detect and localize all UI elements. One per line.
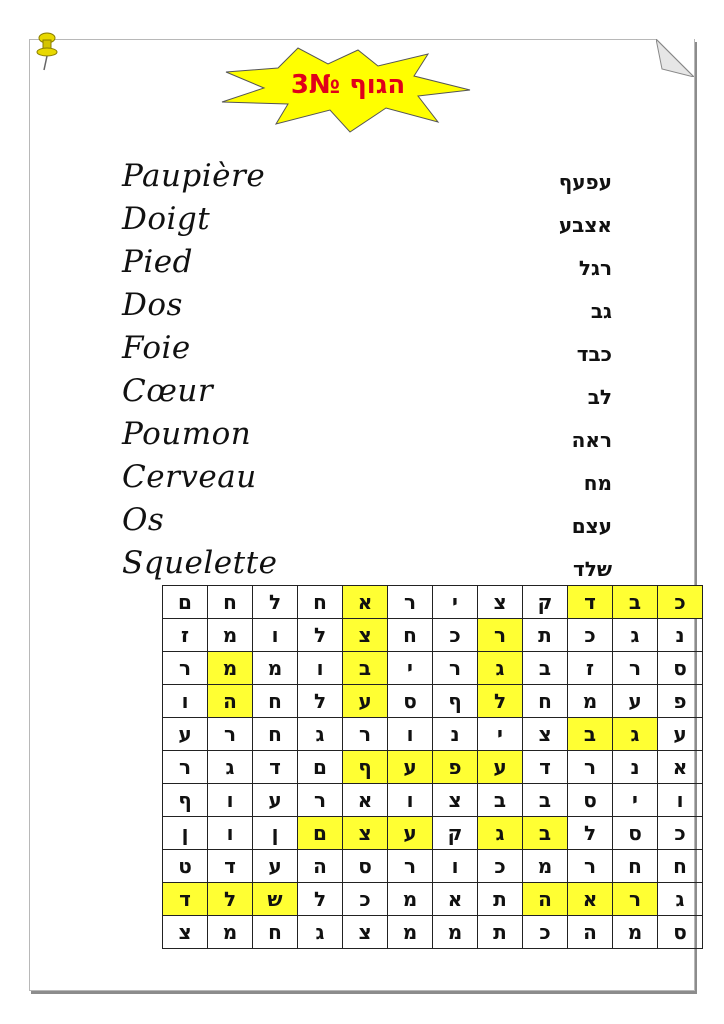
grid-cell: צ bbox=[433, 784, 478, 817]
grid-cell: כ bbox=[568, 619, 613, 652]
grid-cell: ב bbox=[613, 586, 658, 619]
grid-cell: ט bbox=[163, 850, 208, 883]
vocab-french-word: Cœur bbox=[122, 373, 214, 409]
grid-row bbox=[163, 619, 703, 652]
grid-cell: ע bbox=[253, 850, 298, 883]
grid-cell: ר bbox=[388, 850, 433, 883]
vocab-hebrew-word: מח bbox=[583, 471, 612, 495]
vocab-hebrew-word: עפעף bbox=[558, 170, 612, 194]
grid-cell: א bbox=[343, 586, 388, 619]
page-title: הגוף №3 bbox=[290, 70, 406, 100]
grid-cell: ו bbox=[388, 784, 433, 817]
grid-cell: ם bbox=[163, 586, 208, 619]
grid-cell: ש bbox=[253, 883, 298, 916]
grid-cell: ח bbox=[253, 685, 298, 718]
grid-cell: ן bbox=[163, 817, 208, 850]
grid-row bbox=[163, 685, 703, 718]
grid-cell: ס bbox=[658, 652, 703, 685]
grid-cell: ר bbox=[433, 652, 478, 685]
grid-cell: ע bbox=[253, 784, 298, 817]
grid-cell: ל bbox=[208, 883, 253, 916]
grid-row bbox=[163, 916, 703, 949]
vocab-french-word: Dos bbox=[122, 287, 183, 323]
grid-cell: ל bbox=[298, 685, 343, 718]
grid-cell: ו bbox=[208, 784, 253, 817]
grid-row bbox=[163, 652, 703, 685]
grid-cell: ק bbox=[523, 586, 568, 619]
grid-cell: ג bbox=[298, 916, 343, 949]
grid-cell: כ bbox=[523, 916, 568, 949]
grid-cell: מ bbox=[613, 916, 658, 949]
grid-cell: ה bbox=[208, 685, 253, 718]
grid-cell: כ bbox=[658, 586, 703, 619]
vocab-hebrew-word: כבד bbox=[576, 342, 612, 366]
grid-cell: כ bbox=[433, 619, 478, 652]
grid-cell: ר bbox=[163, 751, 208, 784]
grid-cell: מ bbox=[523, 850, 568, 883]
grid-cell: ת bbox=[523, 619, 568, 652]
grid-cell: ג bbox=[208, 751, 253, 784]
vocab-hebrew-word: שלד bbox=[572, 557, 612, 581]
grid-cell: ם bbox=[298, 751, 343, 784]
grid-cell: נ bbox=[658, 619, 703, 652]
grid-cell: ו bbox=[163, 685, 208, 718]
grid-cell: ח bbox=[253, 916, 298, 949]
grid-cell: ב bbox=[523, 652, 568, 685]
grid-cell: ע bbox=[478, 751, 523, 784]
grid-cell: ף bbox=[433, 685, 478, 718]
grid-cell: פ bbox=[658, 685, 703, 718]
grid-cell: ר bbox=[208, 718, 253, 751]
grid-cell: ר bbox=[388, 586, 433, 619]
grid-cell: ע bbox=[343, 685, 388, 718]
grid-cell: ף bbox=[343, 751, 388, 784]
grid-cell: ג bbox=[478, 652, 523, 685]
grid-cell: צ bbox=[343, 817, 388, 850]
grid-cell: ח bbox=[208, 586, 253, 619]
grid-cell: ק bbox=[433, 817, 478, 850]
grid-cell: ר bbox=[613, 652, 658, 685]
grid-row bbox=[163, 784, 703, 817]
grid-cell: ע bbox=[613, 685, 658, 718]
vocab-french-word: Poumon bbox=[122, 416, 252, 452]
grid-cell: ר bbox=[613, 883, 658, 916]
grid-cell: כ bbox=[478, 850, 523, 883]
grid-cell: ב bbox=[523, 784, 568, 817]
vocab-french-word: Foie bbox=[122, 330, 191, 366]
grid-cell: צ bbox=[523, 718, 568, 751]
grid-cell: ב bbox=[568, 718, 613, 751]
grid-cell: צ bbox=[478, 586, 523, 619]
vocab-french-word: Pied bbox=[122, 244, 193, 280]
grid-cell: מ bbox=[253, 652, 298, 685]
grid-cell: ה bbox=[523, 883, 568, 916]
grid-cell: ח bbox=[613, 850, 658, 883]
grid-cell: ל bbox=[298, 883, 343, 916]
grid-cell: ח bbox=[388, 619, 433, 652]
grid-cell: ד bbox=[163, 883, 208, 916]
grid-cell: ן bbox=[253, 817, 298, 850]
grid-cell: י bbox=[613, 784, 658, 817]
grid-cell: ס bbox=[658, 916, 703, 949]
grid-cell: ע bbox=[658, 718, 703, 751]
grid-cell: מ bbox=[208, 619, 253, 652]
grid-cell: ז bbox=[568, 652, 613, 685]
vocab-french-word: Paupière bbox=[122, 158, 266, 194]
grid-cell: ר bbox=[478, 619, 523, 652]
grid-cell: ר bbox=[298, 784, 343, 817]
grid-cell: ר bbox=[163, 652, 208, 685]
grid-cell: ם bbox=[298, 817, 343, 850]
grid-cell: ת bbox=[478, 916, 523, 949]
grid-cell: ו bbox=[433, 850, 478, 883]
grid-cell: מ bbox=[388, 916, 433, 949]
grid-cell: ג bbox=[478, 817, 523, 850]
grid-cell: ע bbox=[388, 751, 433, 784]
grid-cell: ג bbox=[298, 718, 343, 751]
grid-cell: כ bbox=[343, 883, 388, 916]
grid-cell: ג bbox=[613, 619, 658, 652]
grid-cell: ע bbox=[163, 718, 208, 751]
vocab-hebrew-word: לב bbox=[587, 385, 612, 409]
word-search-grid bbox=[162, 585, 703, 949]
grid-cell: ס bbox=[343, 850, 388, 883]
vocab-hebrew-word: ראה bbox=[571, 428, 612, 452]
grid-cell: י bbox=[388, 652, 433, 685]
grid-cell: ד bbox=[568, 586, 613, 619]
grid-cell: ע bbox=[388, 817, 433, 850]
grid-cell: א bbox=[343, 784, 388, 817]
grid-cell: ה bbox=[568, 916, 613, 949]
grid-cell: ל bbox=[298, 619, 343, 652]
grid-row bbox=[163, 817, 703, 850]
grid-cell: א bbox=[568, 883, 613, 916]
grid-cell: ו bbox=[658, 784, 703, 817]
grid-cell: צ bbox=[343, 619, 388, 652]
grid-cell: י bbox=[433, 586, 478, 619]
grid-cell: י bbox=[478, 718, 523, 751]
grid-cell: ו bbox=[208, 817, 253, 850]
grid-cell: ב bbox=[523, 817, 568, 850]
grid-cell: ג bbox=[613, 718, 658, 751]
grid-cell: ף bbox=[163, 784, 208, 817]
grid-cell: ל bbox=[568, 817, 613, 850]
grid-cell: ל bbox=[253, 586, 298, 619]
grid-cell: ה bbox=[298, 850, 343, 883]
vocab-hebrew-word: עצם bbox=[571, 514, 612, 538]
grid-row bbox=[163, 586, 703, 619]
grid-cell: מ bbox=[433, 916, 478, 949]
grid-cell: ג bbox=[658, 883, 703, 916]
grid-cell: ח bbox=[658, 850, 703, 883]
vocab-hebrew-word: אצבע bbox=[558, 213, 612, 237]
grid-cell: ד bbox=[523, 751, 568, 784]
grid-cell: ר bbox=[568, 751, 613, 784]
grid-cell: נ bbox=[613, 751, 658, 784]
grid-cell: כ bbox=[658, 817, 703, 850]
grid-cell: ס bbox=[613, 817, 658, 850]
grid-cell: ב bbox=[478, 784, 523, 817]
vocab-french-word: Squelette bbox=[122, 545, 278, 581]
grid-cell: ר bbox=[568, 850, 613, 883]
grid-cell: ת bbox=[478, 883, 523, 916]
grid-cell: א bbox=[433, 883, 478, 916]
grid-cell: מ bbox=[208, 916, 253, 949]
grid-cell: ו bbox=[253, 619, 298, 652]
grid-cell: ח bbox=[298, 586, 343, 619]
grid-cell: מ bbox=[388, 883, 433, 916]
vocab-hebrew-word: גב bbox=[590, 299, 612, 323]
grid-cell: צ bbox=[343, 916, 388, 949]
grid-cell: מ bbox=[208, 652, 253, 685]
grid-cell: ד bbox=[208, 850, 253, 883]
vocab-french-word: Os bbox=[122, 502, 165, 538]
grid-cell: ז bbox=[163, 619, 208, 652]
grid-cell: ל bbox=[478, 685, 523, 718]
grid-cell: ר bbox=[343, 718, 388, 751]
grid-cell: ס bbox=[388, 685, 433, 718]
grid-cell: מ bbox=[568, 685, 613, 718]
grid-row bbox=[163, 883, 703, 916]
grid-row bbox=[163, 751, 703, 784]
grid-cell: פ bbox=[433, 751, 478, 784]
grid-cell: ב bbox=[343, 652, 388, 685]
grid-cell: ד bbox=[253, 751, 298, 784]
grid-row bbox=[163, 850, 703, 883]
vocab-hebrew-word: רגל bbox=[578, 256, 612, 280]
grid-cell: ו bbox=[298, 652, 343, 685]
grid-cell: ח bbox=[253, 718, 298, 751]
grid-cell: נ bbox=[433, 718, 478, 751]
grid-row bbox=[163, 718, 703, 751]
vocab-french-word: Doigt bbox=[122, 201, 211, 237]
grid-cell: ס bbox=[568, 784, 613, 817]
grid-cell: ו bbox=[388, 718, 433, 751]
grid-cell: צ bbox=[163, 916, 208, 949]
grid-cell: א bbox=[658, 751, 703, 784]
vocab-french-word: Cerveau bbox=[122, 459, 257, 495]
grid-cell: ח bbox=[523, 685, 568, 718]
